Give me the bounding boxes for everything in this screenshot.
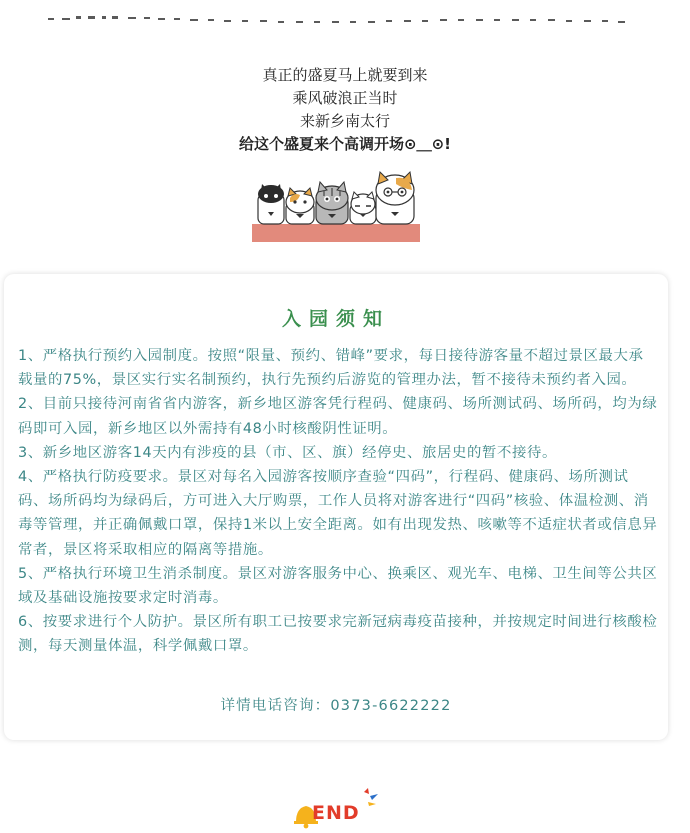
contact-phone: 详情电话咨询：0373-6622222 [220,698,452,714]
end-text: END [312,802,360,824]
rule-item: 6、按要求进行个人防护。景区所有职工已按要求完新冠病毒疫苗接种，并按规定时间进行核酸检测，每天测量体温，科学佩戴口罩。 [18,614,658,655]
rule-item: 5、严格执行环境卫生消杀制度。景区对游客服务中心、换乘区、观光车、电梯、卫生间等公共区域及基础设施按要求定时消毒。 [18,565,658,607]
intro-line-2: 乘风破浪正当时 [292,89,398,107]
rule-item: 4、严格执行防疫要求。景区对每名入园游客按顺序查验“四码”，行程码、健康码、场所测试码、场所码均为绿码后，方可进入大厅购票，工作人员将对游客进行“四码”核验、体温检测、消毒等管理，并正确佩戴口罩，保持1米以上安全距离。如有出现发热、咳嗽等不适症状者或信息异常者，景区将采取相应的隔离等措施。 [18,469,658,558]
rule-item: 3、新乡地区游客14天内有涉疫的县（市、区、旗）经停史、旅居史的暂不接待。 [18,444,557,461]
notice-card [4,274,668,740]
rule-item: 2、目前只接待河南省省内游客，新乡地区游客凭行程码、健康码、场所测试码、场所码，均为绿码即可入园，新乡地区以外需持有48小时核酸阴性证明。 [18,396,658,437]
dashed-divider [48,10,628,30]
intro-line-1: 真正的盛夏马上就要到来 [262,66,428,84]
cats-illustration [250,168,422,244]
rule-item: 1、严格执行预约入园制度。按照“限量、预约、错峰”要求，每日接待游客量不超过景区最大承载量的75%，景区实行实名制预约，执行先预约后游览的管理办法，暂不接待未预约者入园。 [18,348,644,389]
notice-title: 入园须知 [281,308,390,330]
rules-list [18,344,658,659]
cat-icon-5 [376,172,414,224]
sparkle-icon [364,788,378,806]
cat-icon-3 [316,182,348,224]
intro-line-4: 给这个盛夏来个高调开场⊙＿⊙! [239,135,451,153]
intro-line-3: 来新乡南太行 [299,112,390,130]
cat-icon-1 [258,184,284,224]
intro-text [0,64,690,156]
cat-icon-2 [286,188,314,224]
cat-icon-4 [350,192,376,224]
